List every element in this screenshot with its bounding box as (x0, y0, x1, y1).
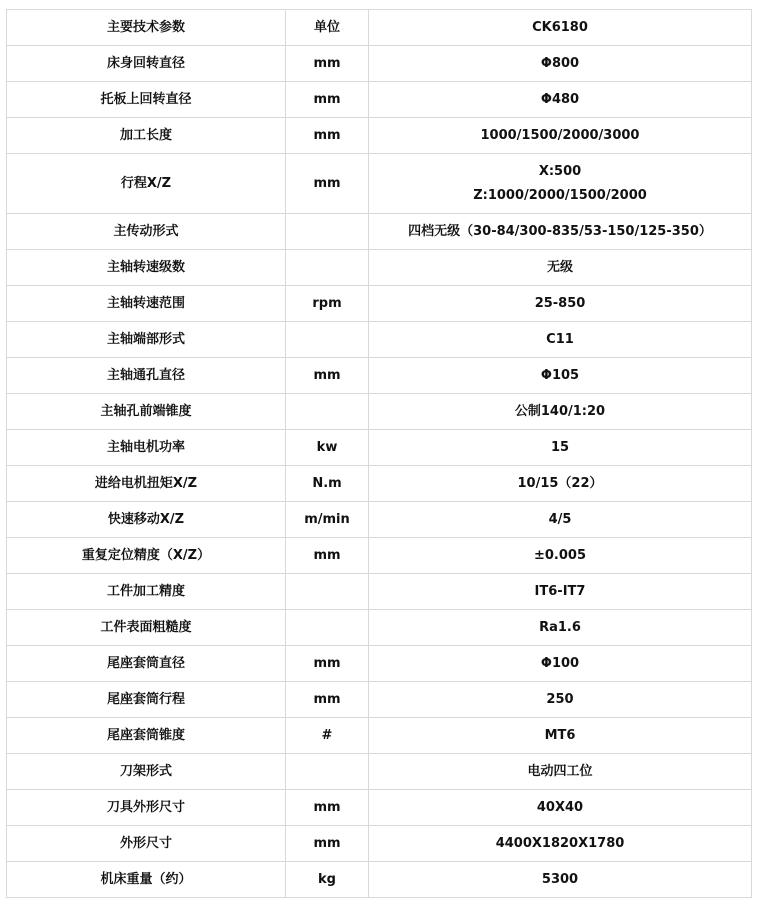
table-row (7, 430, 752, 466)
value-cell: Φ100 (369, 646, 752, 682)
unit-cell (286, 214, 369, 250)
value-cell: ±0.005 (369, 538, 752, 574)
value-cell: 15 (369, 430, 752, 466)
param-cell: 快速移动X/Z (7, 502, 286, 538)
value-cell: 四档无级（30-84/300-835/53-150/125-350） (369, 214, 752, 250)
param-cell: 重复定位精度（X/Z） (7, 538, 286, 574)
table-row (7, 718, 752, 754)
value-cell: 电动四工位 (369, 754, 752, 790)
unit-cell: mm (286, 358, 369, 394)
value-cell: C11 (369, 322, 752, 358)
table-row (7, 646, 752, 682)
table-row (7, 682, 752, 718)
value-cell: 4400X1820X1780 (369, 826, 752, 862)
table-row (7, 754, 752, 790)
spec-table (6, 9, 752, 898)
table-row (7, 790, 752, 826)
param-cell: 床身回转直径 (7, 46, 286, 82)
param-cell: 主轴端部形式 (7, 322, 286, 358)
value-cell: 250 (369, 682, 752, 718)
param-cell: 主轴孔前端锥度 (7, 394, 286, 430)
header-model: CK6180 (369, 10, 752, 46)
value-cell: Φ800 (369, 46, 752, 82)
param-cell: 工件表面粗糙度 (7, 610, 286, 646)
table-row (7, 286, 752, 322)
unit-cell: mm (286, 82, 369, 118)
unit-cell: mm (286, 826, 369, 862)
table-row (7, 394, 752, 430)
param-cell: 外形尺寸 (7, 826, 286, 862)
unit-cell (286, 754, 369, 790)
param-cell: 行程X/Z (7, 154, 286, 214)
param-cell: 刀具外形尺寸 (7, 790, 286, 826)
value-cell: IT6-IT7 (369, 574, 752, 610)
value-cell: Ra1.6 (369, 610, 752, 646)
param-cell: 机床重量（约） (7, 862, 286, 898)
table-row (7, 862, 752, 898)
value-cell: Φ105 (369, 358, 752, 394)
unit-cell: kg (286, 862, 369, 898)
table-row (7, 574, 752, 610)
value-cell (369, 154, 752, 214)
unit-cell: mm (286, 646, 369, 682)
value-cell: 5300 (369, 862, 752, 898)
value-cell: MT6 (369, 718, 752, 754)
value-cell: 40X40 (369, 790, 752, 826)
table-row (7, 82, 752, 118)
unit-cell: kw (286, 430, 369, 466)
value-cell: 公制140/1:20 (369, 394, 752, 430)
table-row (7, 826, 752, 862)
unit-cell (286, 610, 369, 646)
table-row (7, 46, 752, 82)
param-cell: 进给电机扭矩X/Z (7, 466, 286, 502)
value-cell: Φ480 (369, 82, 752, 118)
header-param: 主要技术参数 (7, 10, 286, 46)
unit-cell: mm (286, 118, 369, 154)
unit-cell: mm (286, 682, 369, 718)
unit-cell (286, 394, 369, 430)
table-row (7, 358, 752, 394)
table-row (7, 538, 752, 574)
unit-cell (286, 322, 369, 358)
param-cell: 主轴转速范围 (7, 286, 286, 322)
value-cell: 1000/1500/2000/3000 (369, 118, 752, 154)
header-unit: 单位 (286, 10, 369, 46)
unit-cell: mm (286, 154, 369, 214)
value-cell: 无级 (369, 250, 752, 286)
param-cell: 托板上回转直径 (7, 82, 286, 118)
param-cell: 主轴通孔直径 (7, 358, 286, 394)
value-cell: 25-850 (369, 286, 752, 322)
param-cell: 尾座套筒直径 (7, 646, 286, 682)
param-cell: 主传动形式 (7, 214, 286, 250)
param-cell: 工件加工精度 (7, 574, 286, 610)
value-cell: 10/15（22） (369, 466, 752, 502)
value-line: X:500 (538, 163, 582, 179)
table-row (7, 466, 752, 502)
table-row (7, 250, 752, 286)
table-row (7, 502, 752, 538)
table-row (7, 322, 752, 358)
table-row (7, 154, 752, 214)
param-cell: 刀架形式 (7, 754, 286, 790)
param-cell: 主轴转速级数 (7, 250, 286, 286)
param-cell: 加工长度 (7, 118, 286, 154)
param-cell: 尾座套筒行程 (7, 682, 286, 718)
unit-cell: # (286, 718, 369, 754)
table-header-row (7, 10, 752, 46)
unit-cell (286, 574, 369, 610)
unit-cell: mm (286, 538, 369, 574)
table-row (7, 214, 752, 250)
value-line: Z:1000/2000/1500/2000 (473, 187, 647, 203)
unit-cell: mm (286, 790, 369, 826)
unit-cell (286, 250, 369, 286)
unit-cell: N.m (286, 466, 369, 502)
table-row (7, 610, 752, 646)
value-cell: 4/5 (369, 502, 752, 538)
param-cell: 尾座套筒锥度 (7, 718, 286, 754)
unit-cell: mm (286, 46, 369, 82)
unit-cell: rpm (286, 286, 369, 322)
table-row (7, 118, 752, 154)
unit-cell: m/min (286, 502, 369, 538)
param-cell: 主轴电机功率 (7, 430, 286, 466)
